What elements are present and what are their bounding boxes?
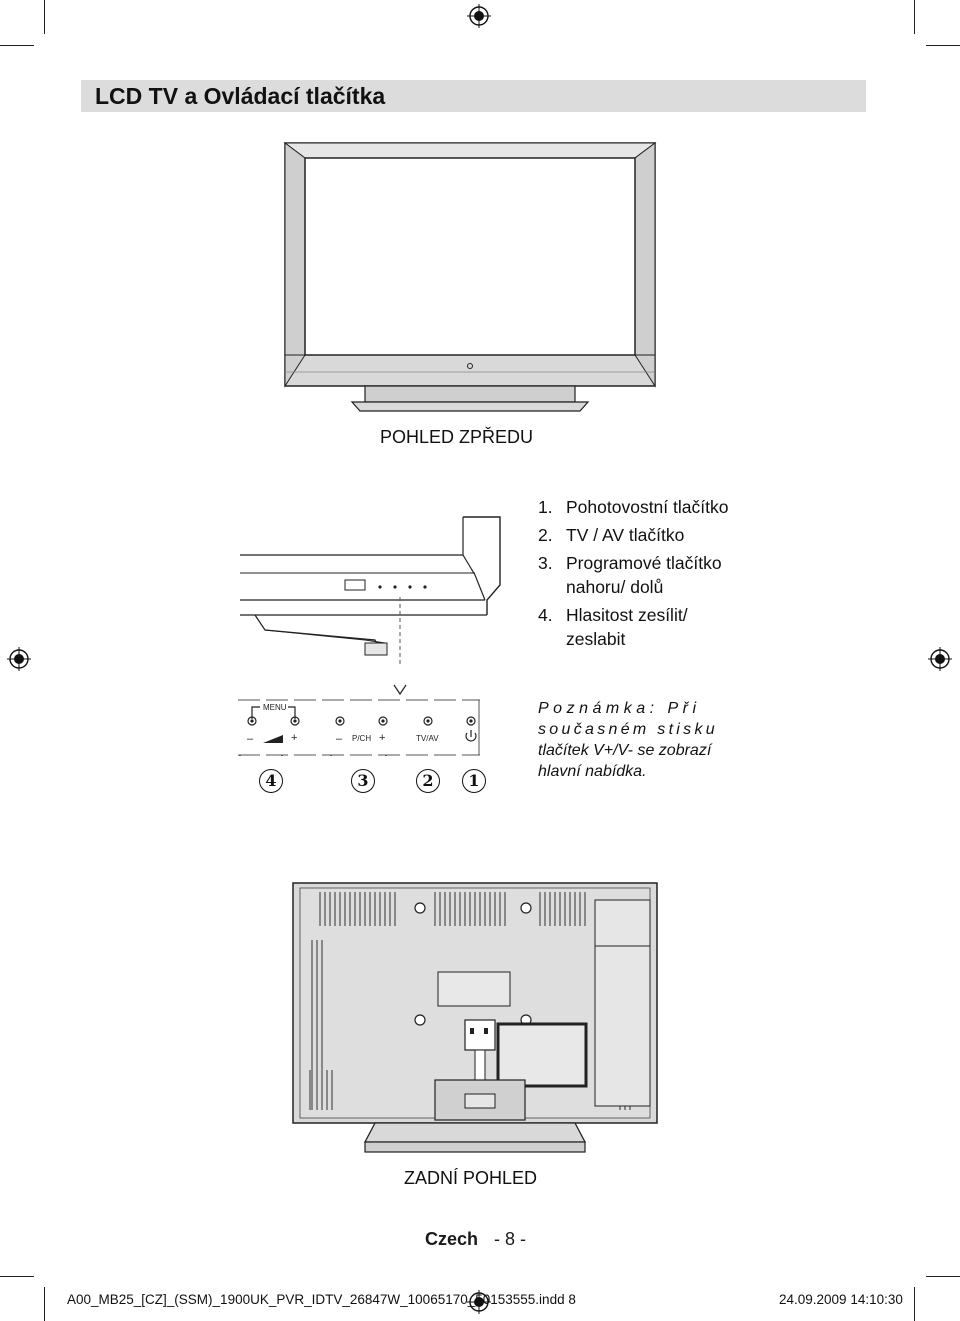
- note-line: tlačítek V+/V- se zobrazí hlavní nabídka.: [538, 742, 712, 780]
- list-item-number: 3.: [538, 553, 553, 573]
- list-item: [538, 495, 738, 519]
- footer-language: Czech: [425, 1229, 479, 1249]
- note-line: současném stisku: [538, 721, 718, 738]
- print-slug-file: A00_MB25_[CZ]_(SSM)_1900UK_PVR_IDTV_26847W_10065170_50153555.indd 8: [67, 1292, 576, 1307]
- crop-mark: [914, 1287, 915, 1321]
- list-item-text: Pohotovostní tlačítko: [566, 497, 729, 517]
- page-number: - 8 -: [494, 1229, 527, 1249]
- crop-mark: [0, 45, 34, 46]
- crop-mark: [44, 1287, 45, 1321]
- crop-mark: [926, 1276, 960, 1277]
- list-item-number: 4.: [538, 605, 553, 625]
- list-item-number: 2.: [538, 525, 553, 545]
- arrow-down-icon: [393, 684, 407, 696]
- page-title: LCD TV a Ovládací tlačítka: [95, 83, 386, 109]
- list-item: [538, 603, 738, 651]
- registration-mark-icon: [928, 647, 952, 671]
- list-item: [538, 551, 738, 599]
- list-item-text: Programové tlačítko nahoru/ dolů: [566, 553, 722, 597]
- marker-2: 2: [416, 769, 440, 793]
- channel-plus-label: +: [379, 732, 386, 744]
- note-text: [538, 698, 724, 782]
- marker-3: 3: [351, 769, 375, 793]
- section-title-bar: [81, 80, 866, 112]
- front-view-caption: POHLED ZPŘEDU: [380, 427, 534, 447]
- note-label: Poznámka: Při: [538, 700, 701, 717]
- volume-plus-label: +: [291, 732, 298, 744]
- list-item: [538, 523, 738, 547]
- crop-mark: [44, 0, 45, 34]
- rear-view-caption: ZADNÍ POHLED: [404, 1168, 538, 1188]
- tvav-label: TV/AV: [416, 734, 439, 743]
- crop-mark: [0, 1276, 34, 1277]
- marker-1: 1: [462, 769, 486, 793]
- tv-rear-view-illustration: [290, 880, 660, 1158]
- list-item-text: TV / AV tlačítko: [566, 525, 685, 545]
- list-item-number: 1.: [538, 497, 553, 517]
- crop-mark: [926, 45, 960, 46]
- registration-mark-icon: [467, 4, 491, 28]
- control-panel-strip: [238, 699, 480, 756]
- marker-4: 4: [259, 769, 283, 793]
- volume-minus-label: –: [247, 733, 254, 745]
- channel-minus-label: –: [336, 733, 343, 745]
- pch-label: P/CH: [352, 734, 372, 743]
- crop-mark: [914, 0, 915, 34]
- registration-mark-icon: [7, 647, 31, 671]
- list-item-text: Hlasitost zesílit/ zeslabit: [566, 605, 688, 649]
- print-slug-date: 24.09.2009 14:10:30: [779, 1292, 903, 1307]
- menu-label: MENU: [263, 703, 287, 712]
- tv-front-view-illustration: [280, 140, 660, 415]
- tv-side-detail-illustration: [235, 515, 505, 665]
- feature-list: [538, 495, 738, 651]
